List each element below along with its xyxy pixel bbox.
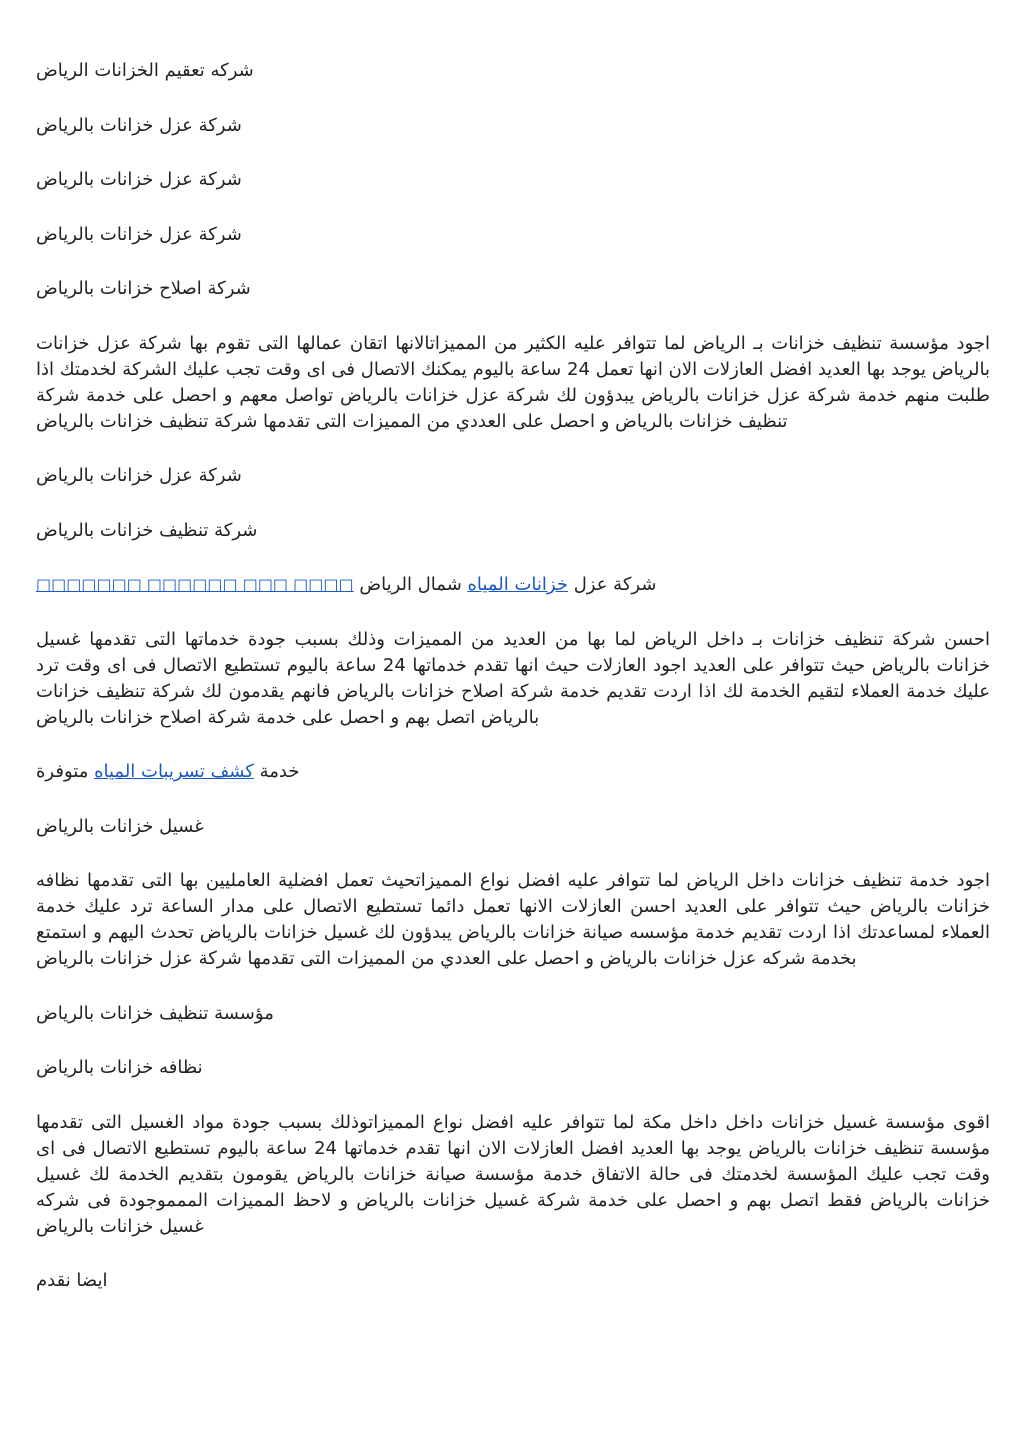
link-paragraph-suffix: شمال الرياض xyxy=(353,574,468,595)
link-paragraph-suffix: متوفرة xyxy=(36,761,95,782)
link-paragraph-prefix: شركة عزل xyxy=(567,574,657,595)
paragraph-heading-11: ايضا نقدم xyxy=(36,1270,108,1291)
paragraph-heading-6: شركة عزل خزانات بالرياض xyxy=(36,465,242,486)
paragraph-heading-2: شركة عزل خزانات بالرياض xyxy=(36,114,242,136)
paragraph-body-1: اجود مؤسسة تنظيف خزانات بـ الرياض لما تتوافر عليه الكثير من المميزاتالانها اتقان عمالها التى تقوم بها شركة عزل خزانات بالرياض يوجد بها العديد افضل العازلات الان انها تعمل 24 ساعة باليوم يمكنك الاتصال فى اى وقت تجب عليك الشركة لخدمتك اذا طلبت منهم خدمة شركة عزل خزانات بالرياض يبدؤون لك شركة عزل خزانات بالرياض تواصل معهم و احصل على خدمة شركة تنظيف خزانات بالرياض و احصل على العددي من المميزات التى تقدمها شركة تنظيف خزانات بالرياض xyxy=(36,332,990,432)
missing-glyph-link[interactable]: □□□□ □□□ □□□□□□ □□□□□□□ xyxy=(36,575,354,594)
paragraph-body-4: اقوى مؤسسة غسيل خزانات داخل داخل مكة لما تتوافر عليه افضل نواع المميزاتوذلك بسبب جودة مواد الغسيل التى تقدمها مؤسسة تنظيف خزانات بالرياض يوجد بها العديد افضل العازلات الان انها تقدم خدماتها 24 ساعة باليوم تستطيع الاتصال فى اى وقت تجب عليك المؤسسة لخدمتك فى حالة الاتفاق خدمة مؤسسة صيانة خزانات بالرياض يقومون بتقديم الخدمة لك غسيل خزانات بالرياض فقط اتصل بهم و احصل على خدمة شركة غسيل خزانات بالرياض و لاحظ المميزات الممموجودة فى شركه غسيل خزانات بالرياض xyxy=(36,1111,990,1237)
paragraph-heading-10: نظافه خزانات بالرياض xyxy=(36,1057,203,1078)
paragraph-heading-7: شركة تنظيف خزانات بالرياض xyxy=(36,519,258,541)
paragraph-body-3: اجود خدمة تنظيف خزانات داخل الرياض لما تتوافر عليه افضل نواع المميزاتحيث تعمل افضلية العامليين بها التى تقدمها نظافه خزانات بالرياض حيث تتوافر على العديد احسن العازلات الانها تعمل دائما تستطيع الاتصال على مدار الساعة ترد عليك خدمة العملاء لمساعدتك اذا اردت تقديم خدمة مؤسسه صيانة خزانات بالرياض يبدؤون لك غسيل خزانات بالرياض تحدث اليهم و استمتع بخدمة شركه عزل خزانات بالرياض و احصل على العددي من المميزات التى تقدمها شركة عزل خزانات بالرياض xyxy=(36,870,990,969)
water-tanks-link[interactable]: خزانات المياه xyxy=(467,574,568,595)
document-body xyxy=(36,58,990,1323)
paragraph-heading-9: مؤسسة تنظيف خزانات بالرياض xyxy=(36,1002,274,1024)
paragraph-heading-1: شركه تعقيم الخزانات الرياض xyxy=(36,60,254,81)
paragraph-with-link-2 xyxy=(36,759,990,785)
link-paragraph-prefix: خدمة xyxy=(253,761,300,782)
paragraph-heading-8: غسيل خزانات بالرياض xyxy=(36,815,204,837)
paragraph-body-2: احسن شركة تنظيف خزانات بـ داخل الرياض لما بها من العديد من المميزات وذلك بسبب جودة خدماتها التى تقدمها غسيل خزانات بالرياض حيث تتوافر على العديد اجود العازلات حيث انها تقدم خدماتها 24 ساعة باليوم تستطيع الاتصال فى اى وقت ترد عليك خدمة العملاء لتقيم الخدمة لك اذا اردت تقديم خدمة شركة اصلاح خزانات بالرياض فانهم يقدمون لك شركة تنظيف خزانات بالرياض اتصل بهم و احصل على خدمة شركة اصلاح خزانات بالرياض xyxy=(36,628,991,728)
paragraph-with-link-1 xyxy=(36,572,990,598)
paragraph-heading-3: شركة عزل خزانات بالرياض xyxy=(36,169,242,190)
paragraph-heading-5: شركة اصلاح خزانات بالرياض xyxy=(36,278,251,299)
paragraph-heading-4: شركة عزل خزانات بالرياض xyxy=(36,223,242,245)
water-leak-detection-link[interactable]: كشف تسريبات المياه xyxy=(94,761,254,782)
